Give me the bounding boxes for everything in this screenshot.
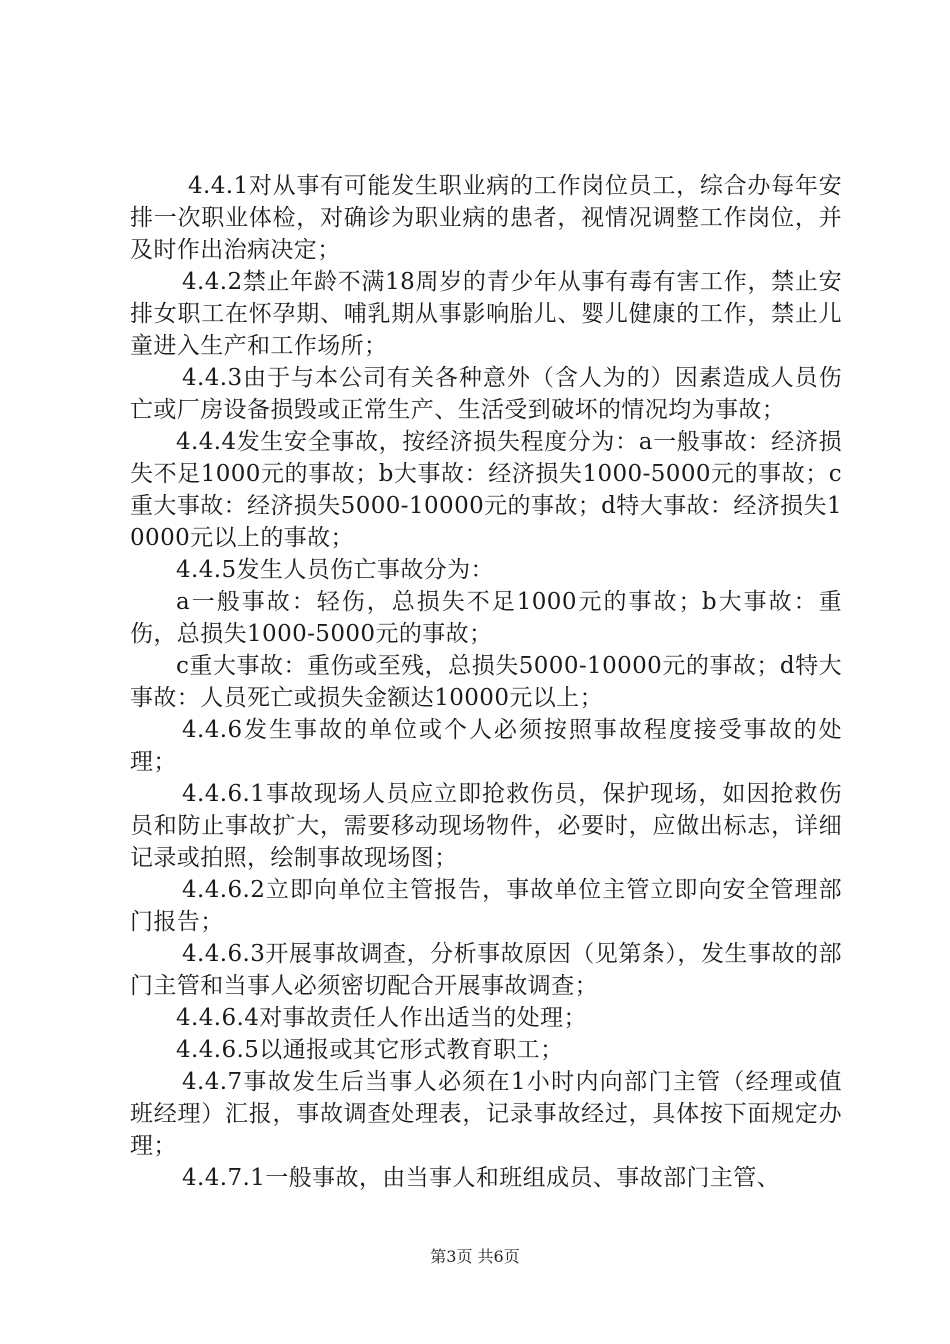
paragraph: 4.4.6发生事故的单位或个人必须按照事故程度接受事故的处理； (130, 717, 842, 775)
document-body (130, 170, 842, 1194)
paragraph: 4.4.6.4对事故责任人作出适当的处理； (176, 1005, 587, 1031)
paragraph: 4.4.3由于与本公司有关各种意外（含人为的）因素造成人员伤亡或厂房设备损毁或正常生产、生活受到破坏的情况均为事故； (130, 365, 842, 423)
paragraph: a一般事故：轻伤，总损失不足1000元的事故；b大事故：重伤，总损失1000-5000元的事故； (130, 589, 842, 647)
paragraph: 4.4.4发生安全事故，按经济损失程度分为：a一般事故：经济损失不足1000元的事故；b大事故：经济损失1000-5000元的事故；c重大事故：经济损失5000-10000元的事故；d特大事故：经济损失10000元以上的事故； (130, 429, 842, 551)
paragraph: 4.4.2禁止年龄不满18周岁的青少年从事有毒有害工作，禁止安排女职工在怀孕期、哺乳期从事影响胎儿、婴儿健康的工作，禁止儿童进入生产和工作场所； (130, 269, 842, 359)
page-number-footer: 第3页 共6页 (430, 1247, 520, 1266)
paragraph: 4.4.1对从事有可能发生职业病的工作岗位员工，综合办每年安排一次职业体检，对确诊为职业病的患者，视情况调整工作岗位，并及时作出治病决定； (130, 173, 842, 263)
paragraph: 4.4.6.1事故现场人员应立即抢救伤员，保护现场，如因抢救伤员和防止事故扩大，需要移动现场物件，必要时，应做出标志，详细记录或拍照，绘制事故现场图； (130, 781, 842, 871)
paragraph: 4.4.7.1一般事故，由当事人和班组成员、事故部门主管、 (182, 1165, 781, 1191)
paragraph: 4.4.6.5以通报或其它形式教育职工； (176, 1037, 564, 1063)
paragraph: 4.4.5发生人员伤亡事故分为： (176, 557, 494, 583)
paragraph: c重大事故：重伤或至残，总损失5000-10000元的事故；d特大事故：人员死亡或损失金额达10000元以上； (130, 653, 842, 711)
paragraph: 4.4.6.2立即向单位主管报告，事故单位主管立即向安全管理部门报告； (130, 877, 842, 935)
paragraph: 4.4.6.3开展事故调查，分析事故原因（见第条），发生事故的部门主管和当事人必须密切配合开展事故调查； (130, 941, 842, 999)
paragraph: 4.4.7事故发生后当事人必须在1小时内向部门主管（经理或值班经理）汇报，事故调查处理表，记录事故经过，具体按下面规定办理； (130, 1069, 842, 1159)
